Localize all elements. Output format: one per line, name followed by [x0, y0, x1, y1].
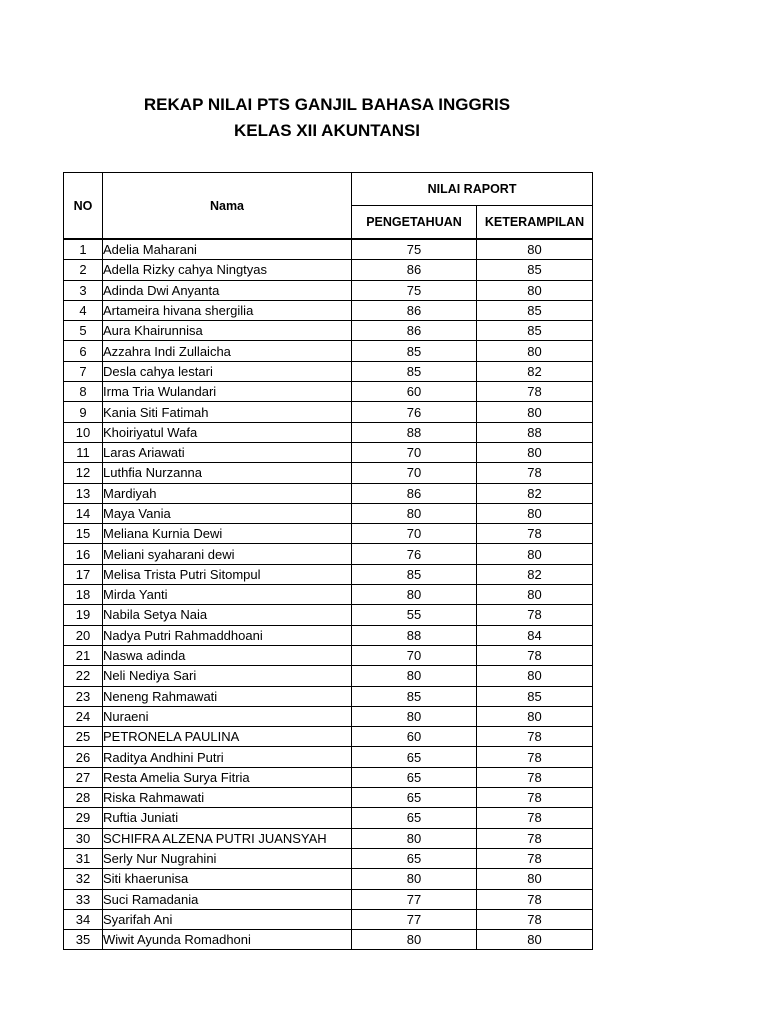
row-number: 3: [64, 280, 103, 300]
student-name: Neneng Rahmawati: [103, 686, 352, 706]
score-pengetahuan: 60: [352, 727, 477, 747]
row-number: 16: [64, 544, 103, 564]
student-name: Meliani syaharani dewi: [103, 544, 352, 564]
score-keterampilan: 80: [477, 402, 593, 422]
table-row: [64, 422, 593, 442]
student-name: Wiwit Ayunda Romadhoni: [103, 930, 352, 950]
grades-table: [63, 172, 593, 950]
score-pengetahuan: 76: [352, 544, 477, 564]
score-keterampilan: 80: [477, 585, 593, 605]
row-number: 33: [64, 889, 103, 909]
student-name: Resta Amelia Surya Fitria: [103, 767, 352, 787]
score-pengetahuan: 65: [352, 747, 477, 767]
score-keterampilan: 82: [477, 361, 593, 381]
table-row: [64, 788, 593, 808]
table-row: [64, 585, 593, 605]
score-pengetahuan: 55: [352, 605, 477, 625]
row-number: 24: [64, 706, 103, 726]
student-name: Laras Ariawati: [103, 442, 352, 462]
table-row: [64, 544, 593, 564]
student-name: Nadya Putri Rahmaddhoani: [103, 625, 352, 645]
score-keterampilan: 78: [477, 909, 593, 929]
table-row: [64, 321, 593, 341]
header-nama: Nama: [103, 173, 352, 240]
table-row: [64, 361, 593, 381]
student-name: Serly Nur Nugrahini: [103, 848, 352, 868]
student-name: Azzahra Indi Zullaicha: [103, 341, 352, 361]
student-name: Artameira hivana shergilia: [103, 300, 352, 320]
student-name: Desla cahya lestari: [103, 361, 352, 381]
score-pengetahuan: 80: [352, 666, 477, 686]
row-number: 13: [64, 483, 103, 503]
table-row: [64, 930, 593, 950]
score-pengetahuan: 75: [352, 280, 477, 300]
score-pengetahuan: 75: [352, 239, 477, 260]
row-number: 11: [64, 442, 103, 462]
score-keterampilan: 78: [477, 828, 593, 848]
score-keterampilan: 78: [477, 889, 593, 909]
row-number: 12: [64, 463, 103, 483]
row-number: 28: [64, 788, 103, 808]
score-pengetahuan: 80: [352, 828, 477, 848]
table-row: [64, 889, 593, 909]
score-pengetahuan: 85: [352, 341, 477, 361]
row-number: 18: [64, 585, 103, 605]
row-number: 34: [64, 909, 103, 929]
score-keterampilan: 78: [477, 605, 593, 625]
student-name: Adella Rizky cahya Ningtyas: [103, 260, 352, 280]
score-pengetahuan: 65: [352, 767, 477, 787]
score-keterampilan: 78: [477, 463, 593, 483]
row-number: 8: [64, 382, 103, 402]
table-row: [64, 828, 593, 848]
table-row: [64, 666, 593, 686]
student-name: Neli Nediya Sari: [103, 666, 352, 686]
score-keterampilan: 80: [477, 341, 593, 361]
table-row: [64, 605, 593, 625]
score-keterampilan: 80: [477, 930, 593, 950]
score-pengetahuan: 60: [352, 382, 477, 402]
row-number: 1: [64, 239, 103, 260]
table-row: [64, 706, 593, 726]
table-row: [64, 564, 593, 584]
title-line-1: REKAP NILAI PTS GANJIL BAHASA INGGRIS: [143, 95, 511, 114]
row-number: 20: [64, 625, 103, 645]
student-name: Melisa Trista Putri Sitompul: [103, 564, 352, 584]
table-row: [64, 402, 593, 422]
score-pengetahuan: 86: [352, 260, 477, 280]
student-name: Adelia Maharani: [103, 239, 352, 260]
score-pengetahuan: 65: [352, 808, 477, 828]
row-number: 2: [64, 260, 103, 280]
row-number: 6: [64, 341, 103, 361]
score-keterampilan: 78: [477, 747, 593, 767]
score-keterampilan: 78: [477, 524, 593, 544]
table-row: [64, 503, 593, 523]
table-row: [64, 747, 593, 767]
student-name: Siti khaerunisa: [103, 869, 352, 889]
score-keterampilan: 80: [477, 280, 593, 300]
score-pengetahuan: 88: [352, 422, 477, 442]
score-pengetahuan: 85: [352, 361, 477, 381]
table-row: [64, 727, 593, 747]
table-row: [64, 767, 593, 787]
student-name: Kania Siti Fatimah: [103, 402, 352, 422]
row-number: 5: [64, 321, 103, 341]
student-name: Luthfia Nurzanna: [103, 463, 352, 483]
table-row: [64, 239, 593, 260]
student-name: Mardiyah: [103, 483, 352, 503]
score-pengetahuan: 77: [352, 909, 477, 929]
table-row: [64, 909, 593, 929]
score-keterampilan: 82: [477, 483, 593, 503]
table-row: [64, 280, 593, 300]
score-keterampilan: 82: [477, 564, 593, 584]
score-pengetahuan: 85: [352, 686, 477, 706]
row-number: 27: [64, 767, 103, 787]
table-row: [64, 463, 593, 483]
header-pengetahuan: PENGETAHUAN: [352, 206, 477, 240]
student-name: Khoiriyatul Wafa: [103, 422, 352, 442]
score-pengetahuan: 86: [352, 300, 477, 320]
score-pengetahuan: 70: [352, 463, 477, 483]
table-row: [64, 848, 593, 868]
score-keterampilan: 85: [477, 686, 593, 706]
table-row: [64, 341, 593, 361]
score-pengetahuan: 70: [352, 645, 477, 665]
table-row: [64, 645, 593, 665]
score-keterampilan: 80: [477, 666, 593, 686]
score-pengetahuan: 65: [352, 848, 477, 868]
score-keterampilan: 80: [477, 442, 593, 462]
student-name: Mirda Yanti: [103, 585, 352, 605]
score-pengetahuan: 80: [352, 706, 477, 726]
row-number: 21: [64, 645, 103, 665]
score-keterampilan: 78: [477, 767, 593, 787]
table-row: [64, 382, 593, 402]
row-number: 14: [64, 503, 103, 523]
student-name: Suci Ramadania: [103, 889, 352, 909]
row-number: 32: [64, 869, 103, 889]
row-number: 22: [64, 666, 103, 686]
student-name: Riska Rahmawati: [103, 788, 352, 808]
student-name: Raditya Andhini Putri: [103, 747, 352, 767]
table-row: [64, 625, 593, 645]
score-pengetahuan: 80: [352, 503, 477, 523]
student-name: Ruftia Juniati: [103, 808, 352, 828]
header-keterampilan: KETERAMPILAN: [477, 206, 593, 240]
student-name: Maya Vania: [103, 503, 352, 523]
row-number: 4: [64, 300, 103, 320]
score-keterampilan: 80: [477, 503, 593, 523]
table-row: [64, 442, 593, 462]
table-header: [64, 173, 593, 240]
row-number: 7: [64, 361, 103, 381]
score-pengetahuan: 86: [352, 321, 477, 341]
score-keterampilan: 80: [477, 239, 593, 260]
table-row: [64, 808, 593, 828]
score-pengetahuan: 85: [352, 564, 477, 584]
row-number: 9: [64, 402, 103, 422]
student-name: Meliana Kurnia Dewi: [103, 524, 352, 544]
row-number: 29: [64, 808, 103, 828]
table-row: [64, 300, 593, 320]
row-number: 35: [64, 930, 103, 950]
score-keterampilan: 88: [477, 422, 593, 442]
header-no: NO: [64, 173, 103, 240]
score-pengetahuan: 65: [352, 788, 477, 808]
row-number: 19: [64, 605, 103, 625]
score-keterampilan: 78: [477, 727, 593, 747]
score-keterampilan: 78: [477, 808, 593, 828]
student-name: Naswa adinda: [103, 645, 352, 665]
score-pengetahuan: 86: [352, 483, 477, 503]
table-row: [64, 483, 593, 503]
score-keterampilan: 80: [477, 706, 593, 726]
score-pengetahuan: 80: [352, 585, 477, 605]
student-name: Nabila Setya Naia: [103, 605, 352, 625]
score-pengetahuan: 77: [352, 889, 477, 909]
table-row: [64, 686, 593, 706]
row-number: 26: [64, 747, 103, 767]
student-name: PETRONELA PAULINA: [103, 727, 352, 747]
row-number: 10: [64, 422, 103, 442]
document-title: [0, 92, 654, 144]
student-name: Adinda Dwi Anyanta: [103, 280, 352, 300]
score-keterampilan: 78: [477, 788, 593, 808]
table-row: [64, 869, 593, 889]
score-keterampilan: 78: [477, 848, 593, 868]
table-row: [64, 524, 593, 544]
score-pengetahuan: 80: [352, 869, 477, 889]
row-number: 31: [64, 848, 103, 868]
row-number: 15: [64, 524, 103, 544]
score-keterampilan: 80: [477, 869, 593, 889]
score-pengetahuan: 80: [352, 930, 477, 950]
score-keterampilan: 78: [477, 382, 593, 402]
score-keterampilan: 85: [477, 300, 593, 320]
header-nilai-raport: NILAI RAPORT: [352, 173, 593, 206]
row-number: 25: [64, 727, 103, 747]
student-name: Aura Khairunnisa: [103, 321, 352, 341]
row-number: 17: [64, 564, 103, 584]
score-pengetahuan: 76: [352, 402, 477, 422]
score-keterampilan: 85: [477, 321, 593, 341]
student-name: Irma Tria Wulandari: [103, 382, 352, 402]
score-pengetahuan: 70: [352, 524, 477, 544]
student-name: SCHIFRA ALZENA PUTRI JUANSYAH: [103, 828, 352, 848]
score-keterampilan: 80: [477, 544, 593, 564]
score-pengetahuan: 70: [352, 442, 477, 462]
student-name: Syarifah Ani: [103, 909, 352, 929]
score-keterampilan: 78: [477, 645, 593, 665]
table-row: [64, 260, 593, 280]
row-number: 30: [64, 828, 103, 848]
score-keterampilan: 84: [477, 625, 593, 645]
table-body: [64, 239, 593, 950]
title-line-2: KELAS XII AKUNTANSI: [233, 121, 421, 140]
row-number: 23: [64, 686, 103, 706]
student-name: Nuraeni: [103, 706, 352, 726]
score-keterampilan: 85: [477, 260, 593, 280]
score-pengetahuan: 88: [352, 625, 477, 645]
